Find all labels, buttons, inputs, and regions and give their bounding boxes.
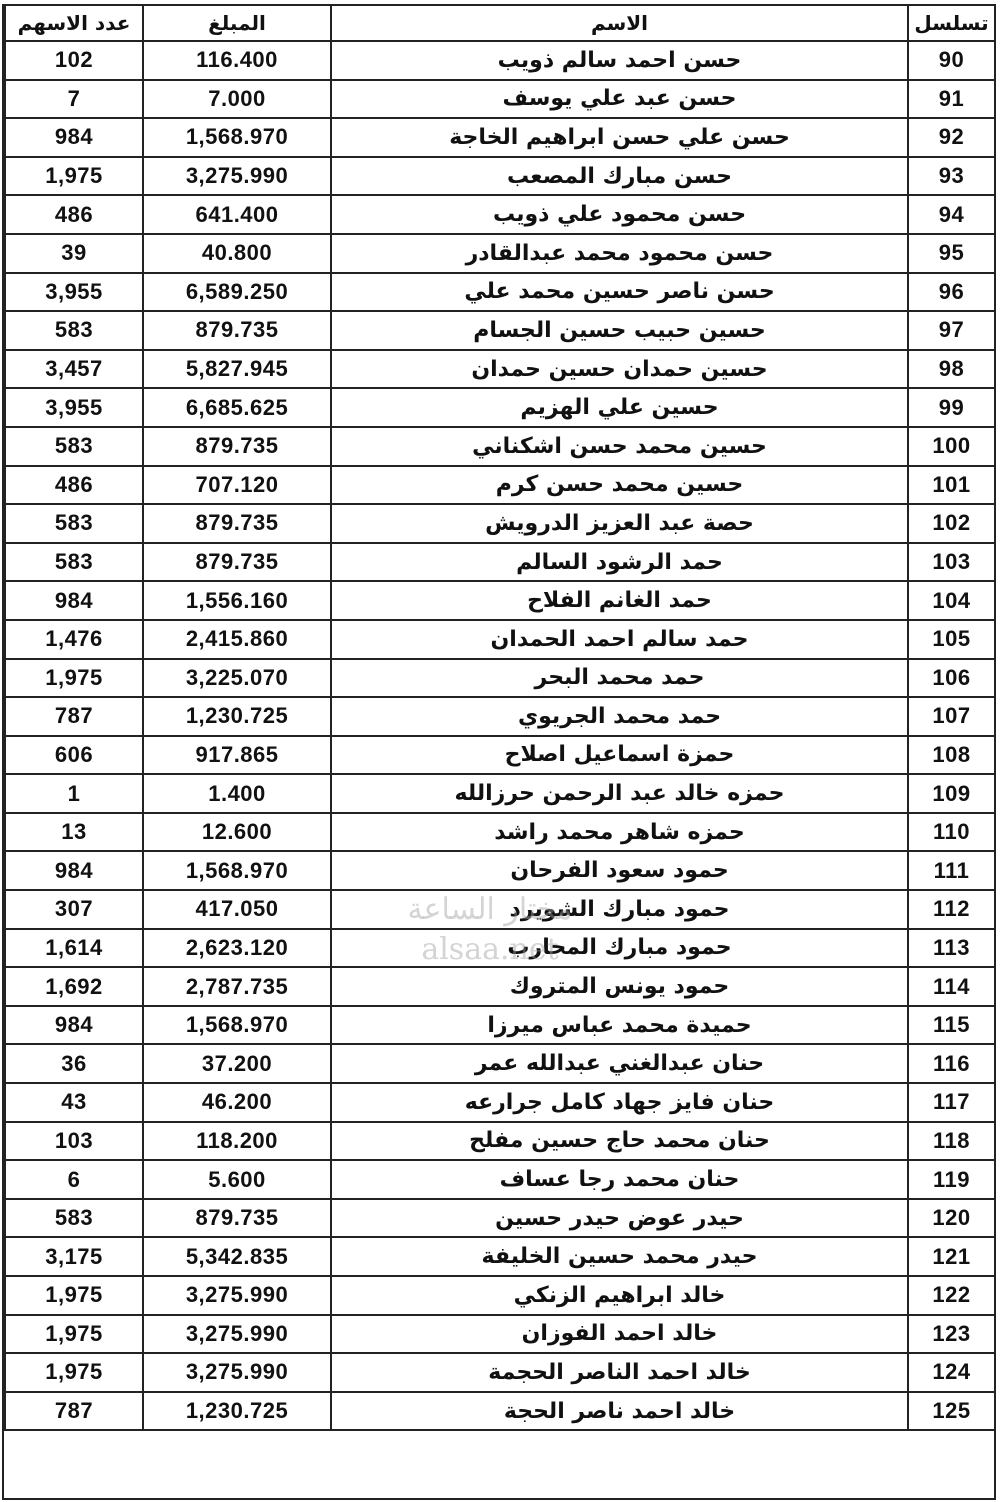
serial-cell: 118 — [908, 1122, 995, 1161]
serial-cell: 114 — [908, 967, 995, 1006]
shares-cell: 984 — [5, 118, 143, 157]
amount-cell: 3,275.990 — [143, 1276, 331, 1315]
name-cell: حسن محمود علي ذويب — [331, 195, 908, 234]
amount-cell: 1.400 — [143, 774, 331, 813]
name-cell: حسين علي الهزيم — [331, 388, 908, 427]
name-cell: حمود يونس المتروك — [331, 967, 908, 1006]
serial-cell: 93 — [908, 157, 995, 196]
amount-cell: 5,827.945 — [143, 350, 331, 389]
shares-cell: 36 — [5, 1044, 143, 1083]
name-cell: حمد الغانم الفلاح — [331, 581, 908, 620]
shares-cell: 1,975 — [5, 659, 143, 698]
name-cell: حسن احمد سالم ذويب — [331, 41, 908, 80]
name-cell: حصة عبد العزيز الدرويش — [331, 504, 908, 543]
shares-cell: 583 — [5, 311, 143, 350]
amount-cell: 879.735 — [143, 504, 331, 543]
shares-cell: 103 — [5, 1122, 143, 1161]
amount-cell: 12.600 — [143, 813, 331, 852]
name-cell: حمود سعود الفرحان — [331, 851, 908, 890]
name-cell: حيدر محمد حسين الخليفة — [331, 1237, 908, 1276]
table-row — [5, 388, 995, 427]
serial-cell: 122 — [908, 1276, 995, 1315]
table-row — [5, 697, 995, 736]
serial-cell: 105 — [908, 620, 995, 659]
table-row — [5, 1160, 995, 1199]
serial-column-header: تسلسل — [908, 5, 995, 41]
name-cell: حسن ناصر حسين محمد علي — [331, 273, 908, 312]
serial-cell: 107 — [908, 697, 995, 736]
name-cell: حميدة محمد عباس ميرزا — [331, 1006, 908, 1045]
name-cell: حسن علي حسن ابراهيم الخاجة — [331, 118, 908, 157]
serial-cell: 102 — [908, 504, 995, 543]
table-row — [5, 1122, 995, 1161]
serial-cell: 103 — [908, 543, 995, 582]
table-row — [5, 118, 995, 157]
shares-cell: 3,175 — [5, 1237, 143, 1276]
amount-cell: 879.735 — [143, 543, 331, 582]
serial-cell: 121 — [908, 1237, 995, 1276]
table-row — [5, 195, 995, 234]
shares-cell: 787 — [5, 697, 143, 736]
name-cell: حسين حبيب حسين الجسام — [331, 311, 908, 350]
amount-cell: 3,275.990 — [143, 157, 331, 196]
amount-cell: 879.735 — [143, 427, 331, 466]
name-cell: حنان فايز جهاد كامل جرارعه — [331, 1083, 908, 1122]
table-row — [5, 41, 995, 80]
table-row — [5, 311, 995, 350]
serial-cell: 101 — [908, 466, 995, 505]
shares-cell: 984 — [5, 851, 143, 890]
amount-cell: 7.000 — [143, 80, 331, 119]
serial-cell: 124 — [908, 1353, 995, 1392]
name-cell: حمد محمد الجريوي — [331, 697, 908, 736]
amount-cell: 5,342.835 — [143, 1237, 331, 1276]
table-row — [5, 581, 995, 620]
shares-cell: 1,614 — [5, 929, 143, 968]
name-cell: حسن محمود محمد عبدالقادر — [331, 234, 908, 273]
amount-cell: 118.200 — [143, 1122, 331, 1161]
amount-cell: 1,556.160 — [143, 581, 331, 620]
serial-cell: 108 — [908, 736, 995, 775]
table-row — [5, 1276, 995, 1315]
amount-cell: 3,275.990 — [143, 1315, 331, 1354]
name-cell: حسين حمدان حسين حمدان — [331, 350, 908, 389]
shares-cell: 583 — [5, 1199, 143, 1238]
table-row — [5, 620, 995, 659]
table-row — [5, 427, 995, 466]
amount-cell: 2,787.735 — [143, 967, 331, 1006]
amount-cell: 1,568.970 — [143, 851, 331, 890]
name-cell: حسن مبارك المصعب — [331, 157, 908, 196]
name-cell: حمزه خالد عبد الرحمن حرزالله — [331, 774, 908, 813]
name-cell: حنان محمد حاج حسين مفلح — [331, 1122, 908, 1161]
shares-cell: 3,955 — [5, 273, 143, 312]
shares-cell: 1 — [5, 774, 143, 813]
serial-cell: 91 — [908, 80, 995, 119]
serial-cell: 120 — [908, 1199, 995, 1238]
table-row — [5, 234, 995, 273]
serial-cell: 123 — [908, 1315, 995, 1354]
amount-cell: 6,589.250 — [143, 273, 331, 312]
table-row — [5, 736, 995, 775]
amount-cell: 46.200 — [143, 1083, 331, 1122]
watermark-arabic: مختار الساعة — [407, 892, 573, 927]
shares-cell: 583 — [5, 504, 143, 543]
header-row — [5, 5, 995, 41]
serial-cell: 109 — [908, 774, 995, 813]
name-column-header: الاسم — [331, 5, 908, 41]
table-row — [5, 813, 995, 852]
shares-cell: 307 — [5, 890, 143, 929]
shares-cell: 984 — [5, 1006, 143, 1045]
shares-cell: 102 — [5, 41, 143, 80]
shares-cell: 7 — [5, 80, 143, 119]
amount-cell: 417.050 — [143, 890, 331, 929]
table-row — [5, 1083, 995, 1122]
name-cell: حنان محمد رجا عساف — [331, 1160, 908, 1199]
amount-cell: 1,568.970 — [143, 1006, 331, 1045]
shares-cell: 6 — [5, 1160, 143, 1199]
shares-cell: 3,457 — [5, 350, 143, 389]
name-cell: حمود مبارك المحارب — [331, 929, 908, 968]
shares-cell: 43 — [5, 1083, 143, 1122]
table-row — [5, 1315, 995, 1354]
shares-cell: 1,975 — [5, 1315, 143, 1354]
table-row — [5, 929, 995, 968]
name-cell: خالد احمد ناصر الحجة — [331, 1392, 908, 1431]
amount-cell: 1,230.725 — [143, 697, 331, 736]
serial-cell: 119 — [908, 1160, 995, 1199]
name-cell: حمود مبارك الشويرد — [331, 890, 908, 929]
shares-cell: 13 — [5, 813, 143, 852]
amount-cell: 6,685.625 — [143, 388, 331, 427]
amount-cell: 917.865 — [143, 736, 331, 775]
shares-cell: 583 — [5, 543, 143, 582]
name-cell: حمد الرشود السالم — [331, 543, 908, 582]
table-row — [5, 350, 995, 389]
amount-cell: 3,225.070 — [143, 659, 331, 698]
amount-column-header: المبلغ — [143, 5, 331, 41]
shares-cell: 1,975 — [5, 1353, 143, 1392]
name-cell: خالد احمد الفوزان — [331, 1315, 908, 1354]
shares-cell: 1,476 — [5, 620, 143, 659]
name-cell: حيدر عوض حيدر حسين — [331, 1199, 908, 1238]
table-row — [5, 1353, 995, 1392]
amount-cell: 641.400 — [143, 195, 331, 234]
shares-column-header: عدد الاسهم — [5, 5, 143, 41]
table-row — [5, 774, 995, 813]
name-cell: حمد محمد البحر — [331, 659, 908, 698]
table-row — [5, 1392, 995, 1431]
serial-cell: 90 — [908, 41, 995, 80]
name-cell: خالد احمد الناصر الحجمة — [331, 1353, 908, 1392]
serial-cell: 104 — [908, 581, 995, 620]
shares-cell: 3,955 — [5, 388, 143, 427]
serial-cell: 100 — [908, 427, 995, 466]
amount-cell: 40.800 — [143, 234, 331, 273]
shareholder-table — [4, 4, 996, 1431]
table-row — [5, 466, 995, 505]
table-row — [5, 504, 995, 543]
serial-cell: 110 — [908, 813, 995, 852]
table-row — [5, 890, 995, 929]
name-cell: حسين محمد حسن كرم — [331, 466, 908, 505]
table-body — [5, 41, 995, 1430]
name-cell: حسن عبد علي يوسف — [331, 80, 908, 119]
table-row — [5, 1199, 995, 1238]
table-row — [5, 1006, 995, 1045]
serial-cell: 116 — [908, 1044, 995, 1083]
shares-cell: 486 — [5, 195, 143, 234]
serial-cell: 115 — [908, 1006, 995, 1045]
table-row — [5, 659, 995, 698]
shares-cell: 787 — [5, 1392, 143, 1431]
amount-cell: 2,623.120 — [143, 929, 331, 968]
amount-cell: 116.400 — [143, 41, 331, 80]
serial-cell: 95 — [908, 234, 995, 273]
serial-cell: 111 — [908, 851, 995, 890]
table-row — [5, 273, 995, 312]
shares-cell: 606 — [5, 736, 143, 775]
watermark-latin: alsaa.net — [421, 932, 559, 967]
serial-cell: 97 — [908, 311, 995, 350]
amount-cell: 3,275.990 — [143, 1353, 331, 1392]
name-cell: حمزة اسماعيل اصلاح — [331, 736, 908, 775]
table-row — [5, 157, 995, 196]
amount-cell: 879.735 — [143, 1199, 331, 1238]
shareholder-sheet — [2, 4, 996, 1500]
shares-cell: 39 — [5, 234, 143, 273]
serial-cell: 99 — [908, 388, 995, 427]
amount-cell: 5.600 — [143, 1160, 331, 1199]
shares-cell: 1,975 — [5, 1276, 143, 1315]
table-row — [5, 851, 995, 890]
serial-cell: 92 — [908, 118, 995, 157]
amount-cell: 2,415.860 — [143, 620, 331, 659]
shares-cell: 583 — [5, 427, 143, 466]
name-cell: حمزه شاهر محمد راشد — [331, 813, 908, 852]
serial-cell: 94 — [908, 195, 995, 234]
amount-cell: 1,568.970 — [143, 118, 331, 157]
serial-cell: 112 — [908, 890, 995, 929]
serial-cell: 117 — [908, 1083, 995, 1122]
name-cell: خالد ابراهيم الزنكي — [331, 1276, 908, 1315]
amount-cell: 879.735 — [143, 311, 331, 350]
name-cell: حسين محمد حسن اشكناني — [331, 427, 908, 466]
amount-cell: 707.120 — [143, 466, 331, 505]
table-row — [5, 80, 995, 119]
amount-cell: 37.200 — [143, 1044, 331, 1083]
table-row — [5, 543, 995, 582]
shares-cell: 984 — [5, 581, 143, 620]
table-row — [5, 1044, 995, 1083]
serial-cell: 113 — [908, 929, 995, 968]
name-cell: حمد سالم احمد الحمدان — [331, 620, 908, 659]
amount-cell: 1,230.725 — [143, 1392, 331, 1431]
serial-cell: 98 — [908, 350, 995, 389]
shares-cell: 1,692 — [5, 967, 143, 1006]
shares-cell: 486 — [5, 466, 143, 505]
name-cell: حنان عبدالغني عبدالله عمر — [331, 1044, 908, 1083]
shares-cell: 1,975 — [5, 157, 143, 196]
table-row — [5, 967, 995, 1006]
table-row — [5, 1237, 995, 1276]
serial-cell: 106 — [908, 659, 995, 698]
serial-cell: 96 — [908, 273, 995, 312]
serial-cell: 125 — [908, 1392, 995, 1431]
